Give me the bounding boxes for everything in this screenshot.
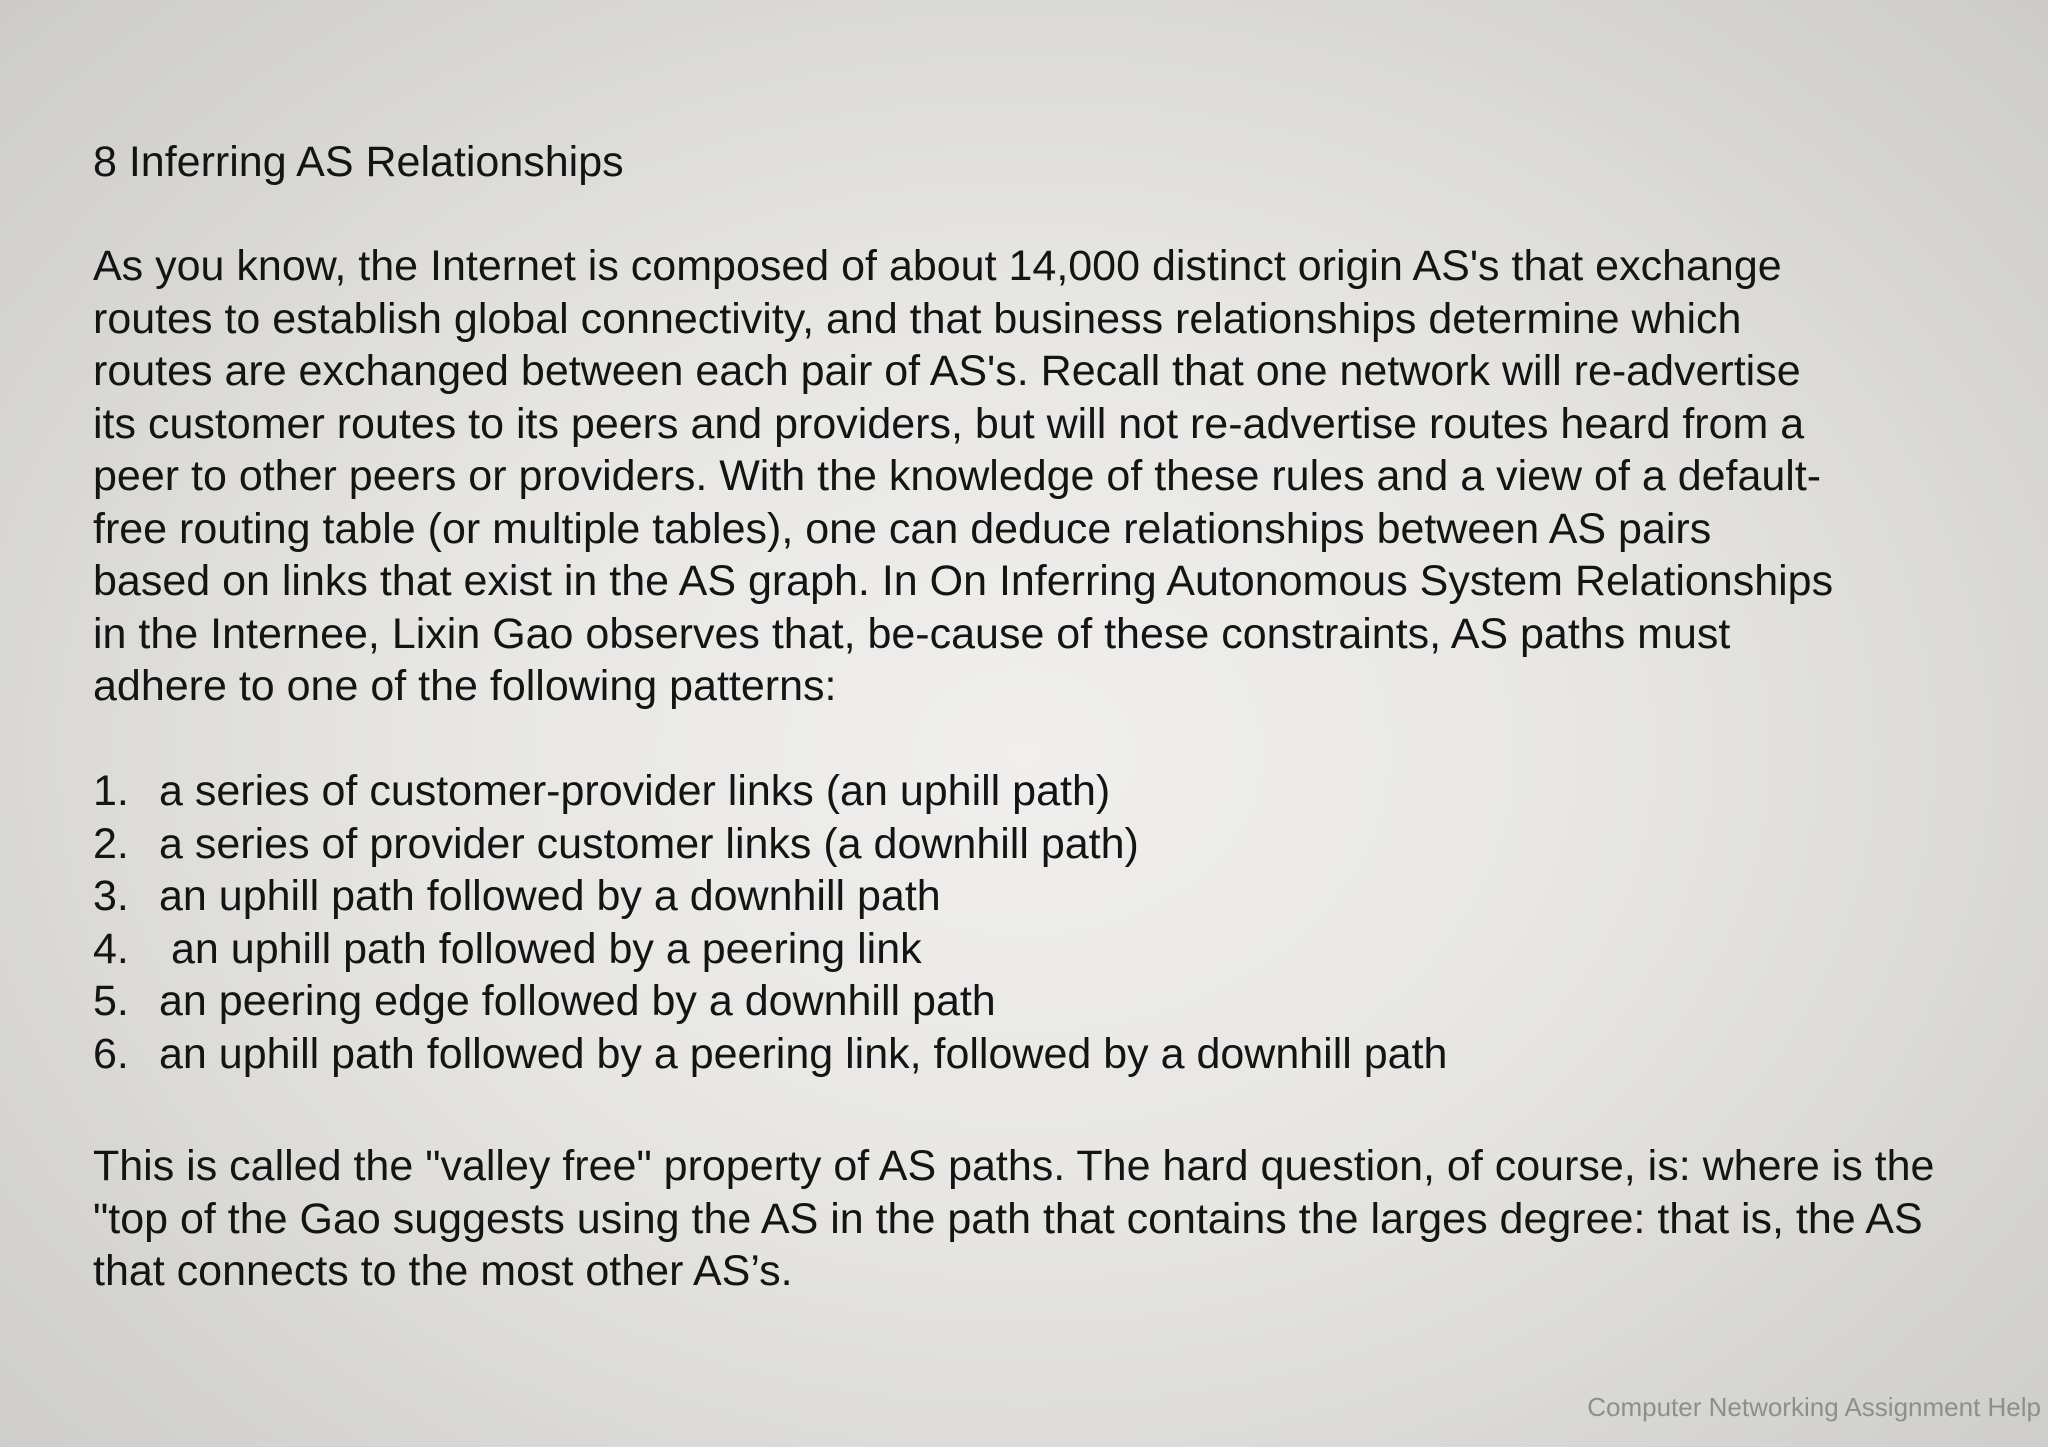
list-item — [93, 765, 1447, 818]
closing-line: that connects to the most other AS’s. — [93, 1247, 793, 1295]
list-item — [93, 818, 1447, 871]
list-item — [93, 975, 1447, 1028]
intro-paragraph — [93, 240, 1993, 713]
intro-line: based on links that exist in the AS graph. In On Inferring Autonomous System Relationships — [93, 557, 1834, 605]
list-item-text: a series of customer-provider links (an uphill path) — [159, 767, 1111, 815]
list-item-text: an uphill path followed by a peering link — [171, 924, 922, 973]
intro-line: in the Internee, Lixin Gao observes that, be-cause of these constraints, AS paths must — [93, 609, 1731, 658]
pattern-list — [93, 765, 1447, 1080]
list-item-text: an uphill path followed by a peering link, followed by a downhill path — [159, 1029, 1448, 1078]
list-item-number: 5. — [93, 977, 129, 1025]
list-item-number: 6. — [93, 1029, 129, 1078]
intro-line: As you know, the Internet is composed of about 14,000 distinct origin AS's that exchange — [93, 242, 1782, 290]
intro-line: peer to other peers or providers. With the knowledge of these rules and a view of a default- — [93, 452, 1822, 500]
intro-line: routes are exchanged between each pair of AS's. Recall that one network will re-advertise — [93, 347, 1801, 395]
closing-line: This is called the "valley free" property of AS paths. The hard question, of course, is: where is the — [93, 1142, 1935, 1190]
intro-line: free routing table (or multiple tables), one can deduce relationships between AS pairs — [93, 504, 1712, 553]
closing-line: "top of the Gao suggests using the AS in the path that contains the larges degree: that is, the AS — [93, 1194, 1923, 1243]
closing-paragraph — [93, 1140, 1993, 1298]
list-item — [93, 1028, 1447, 1081]
list-item — [93, 870, 1447, 923]
footer-watermark: Computer Networking Assignment Help — [1587, 1392, 2041, 1422]
list-item-number: 4. — [93, 924, 129, 973]
slide-title: 8 Inferring AS Relationships — [93, 138, 624, 186]
list-item-text: a series of provider customer links (a downhill path) — [159, 819, 1139, 868]
list-item-number: 1. — [93, 767, 129, 815]
list-item-number: 2. — [93, 819, 129, 868]
list-item — [93, 923, 1447, 976]
intro-line: routes to establish global connectivity, and that business relationships determine which — [93, 294, 1742, 343]
list-item-number: 3. — [93, 872, 129, 920]
list-item-text: an peering edge followed by a downhill path — [159, 977, 996, 1025]
list-item-text: an uphill path followed by a downhill path — [159, 872, 941, 920]
intro-line: adhere to one of the following patterns: — [93, 662, 837, 710]
intro-line: its customer routes to its peers and providers, but will not re-advertise routes heard from a — [93, 399, 1805, 448]
